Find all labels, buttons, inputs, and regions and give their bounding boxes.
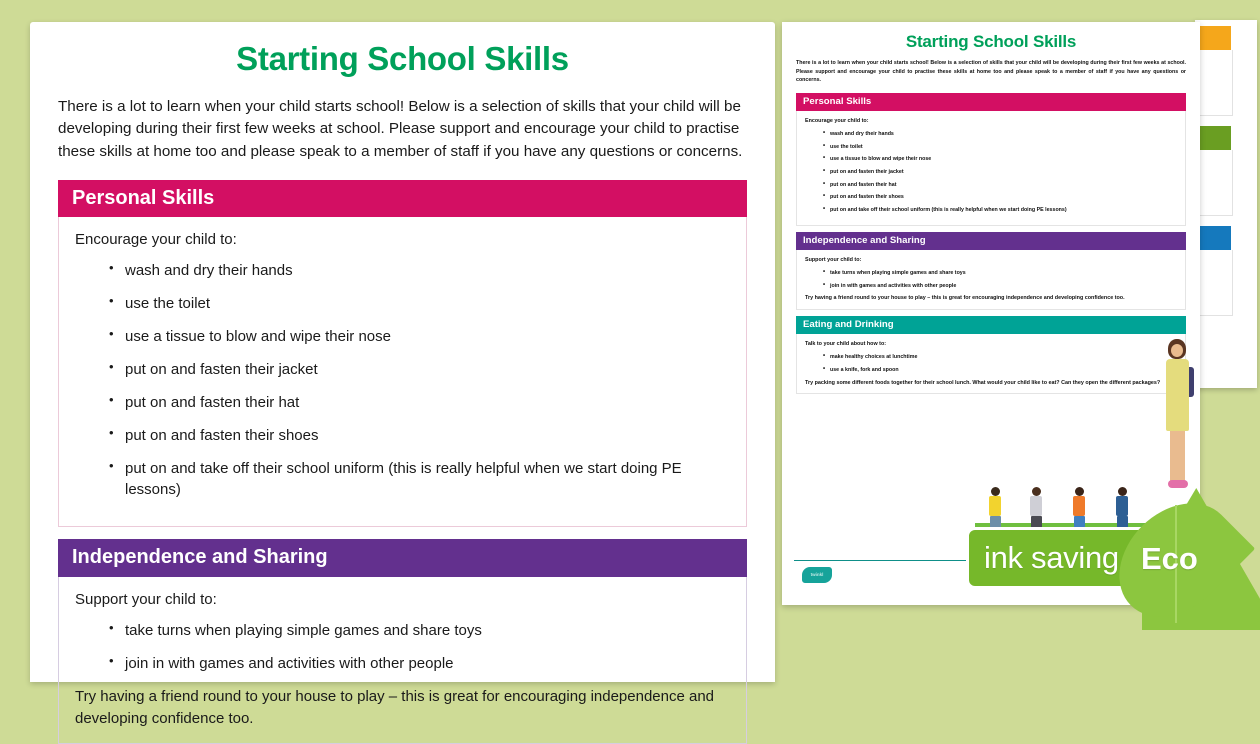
list-item: • put on and fasten their shoes bbox=[823, 193, 1177, 201]
list-item: • put on and fasten their shoes bbox=[109, 425, 730, 446]
section-heading: Independence and Sharing bbox=[58, 539, 747, 576]
girl-legs bbox=[1170, 431, 1185, 481]
section-note: Try having a friend round to your house to play – this is great for encouraging independence and developing confidence too. bbox=[805, 295, 1125, 302]
schoolgirl-illustration bbox=[1158, 335, 1200, 510]
child-figure-2 bbox=[1030, 487, 1042, 529]
list-item: • use a knife, fork and spoon bbox=[823, 366, 1177, 374]
list-item: • wash and dry their hands bbox=[823, 130, 1177, 138]
section-body bbox=[58, 217, 747, 527]
girl-face bbox=[1171, 344, 1183, 357]
section-heading: Personal Skills bbox=[58, 180, 747, 217]
skills-list bbox=[109, 260, 730, 500]
skills-list bbox=[823, 269, 1177, 290]
skills-list bbox=[109, 620, 730, 674]
section-heading: Personal Skills bbox=[796, 93, 1186, 111]
girl-shoe bbox=[1168, 480, 1188, 488]
list-item: • put on and take off their school uniform (this is really helpful when we start doing PE lessons) bbox=[109, 458, 730, 500]
list-item: • use a tissue to blow and wipe their nose bbox=[109, 326, 730, 347]
back-strip-blue bbox=[1195, 226, 1231, 250]
thumbnail-page-title: Starting School Skills bbox=[905, 32, 1077, 51]
list-item: • use the toilet bbox=[109, 293, 730, 314]
back-strip-green bbox=[1195, 126, 1231, 150]
back-strip-orange bbox=[1195, 26, 1231, 50]
list-item: • use a tissue to blow and wipe their nose bbox=[823, 155, 1177, 163]
list-item: • join in with games and activities with other people bbox=[823, 282, 1177, 290]
section-lead: Encourage your child to: bbox=[75, 231, 237, 249]
logo-label: twinkl bbox=[810, 572, 824, 577]
list-item: • put on and fasten their hat bbox=[823, 181, 1177, 189]
skills-list bbox=[823, 130, 1177, 214]
list-item: • take turns when playing simple games and share toys bbox=[823, 269, 1177, 277]
section-independence-and-sharing bbox=[58, 539, 747, 744]
section-lead: Encourage your child to: bbox=[805, 117, 869, 124]
section-note: Try having a friend round to your house to play – this is great for encouraging independence and developing confidence too. bbox=[75, 687, 715, 727]
section-note: Try packing some different foods together for their school lunch. What would your child like to eat? Can they open the different packages? bbox=[805, 379, 1161, 386]
thumbnail-intro-paragraph: There is a lot to learn when your child starts school! Below is a selection of skills that your child will be developing during their first few weeks at school. Please support and encourage your child to practise these skills at home too and please speak to a member of staff if you have any questions or concerns. bbox=[796, 60, 1186, 84]
list-item: • put on and fasten their jacket bbox=[823, 168, 1177, 176]
thumbnail-section-eating-and-drinking bbox=[796, 316, 1186, 394]
main-document-page[interactable] bbox=[30, 22, 775, 727]
section-body bbox=[796, 111, 1186, 226]
list-item: • put on and fasten their jacket bbox=[109, 359, 730, 380]
section-body bbox=[796, 250, 1186, 310]
list-item: • wash and dry their hands bbox=[109, 260, 730, 281]
child-figure-1 bbox=[989, 487, 1001, 529]
twinkl-logo bbox=[802, 567, 832, 583]
list-item: • put on and fasten their hat bbox=[109, 392, 730, 413]
list-item: • take turns when playing simple games and share toys bbox=[109, 620, 730, 641]
section-lead: Support your child to: bbox=[75, 590, 217, 608]
ink-saving-label: ink saving bbox=[984, 540, 1119, 575]
back-box-2 bbox=[1195, 150, 1233, 216]
child-figure-4 bbox=[1116, 487, 1128, 529]
section-lead: Support your child to: bbox=[805, 256, 862, 263]
thumbnail-section-personal-skills bbox=[796, 93, 1186, 226]
child-figure-3 bbox=[1073, 487, 1085, 529]
list-item: • join in with games and activities with other people bbox=[109, 653, 730, 674]
thumbnail-section-independence-and-sharing bbox=[796, 232, 1186, 310]
section-heading: Eating and Drinking bbox=[796, 316, 1186, 334]
section-body bbox=[796, 334, 1186, 394]
back-page-peek[interactable] bbox=[1195, 20, 1257, 388]
girl-dress bbox=[1166, 359, 1189, 431]
section-lead: Talk to your child about how to: bbox=[805, 340, 887, 347]
section-personal-skills bbox=[58, 180, 747, 527]
eco-label: Eco bbox=[1141, 541, 1198, 576]
intro-paragraph: There is a lot to learn when your child starts school! Below is a selection of skills that your child will be developing during their first few weeks at school. Please support and encourage your child to practise these skills at home too and please speak to a member of staff if you have any questions or concerns. bbox=[58, 98, 743, 160]
page-title: Starting School Skills bbox=[236, 40, 569, 77]
back-box-1 bbox=[1195, 50, 1233, 116]
list-item: • use the toilet bbox=[823, 143, 1177, 151]
back-box-3 bbox=[1195, 250, 1233, 316]
skills-list bbox=[823, 353, 1177, 374]
list-item: • put on and take off their school uniform (this is really helpful when we start doing PE lessons) bbox=[823, 206, 1177, 214]
section-body bbox=[58, 577, 747, 744]
section-heading: Independence and Sharing bbox=[796, 232, 1186, 250]
list-item: • make healthy choices at lunchtime bbox=[823, 353, 1177, 361]
